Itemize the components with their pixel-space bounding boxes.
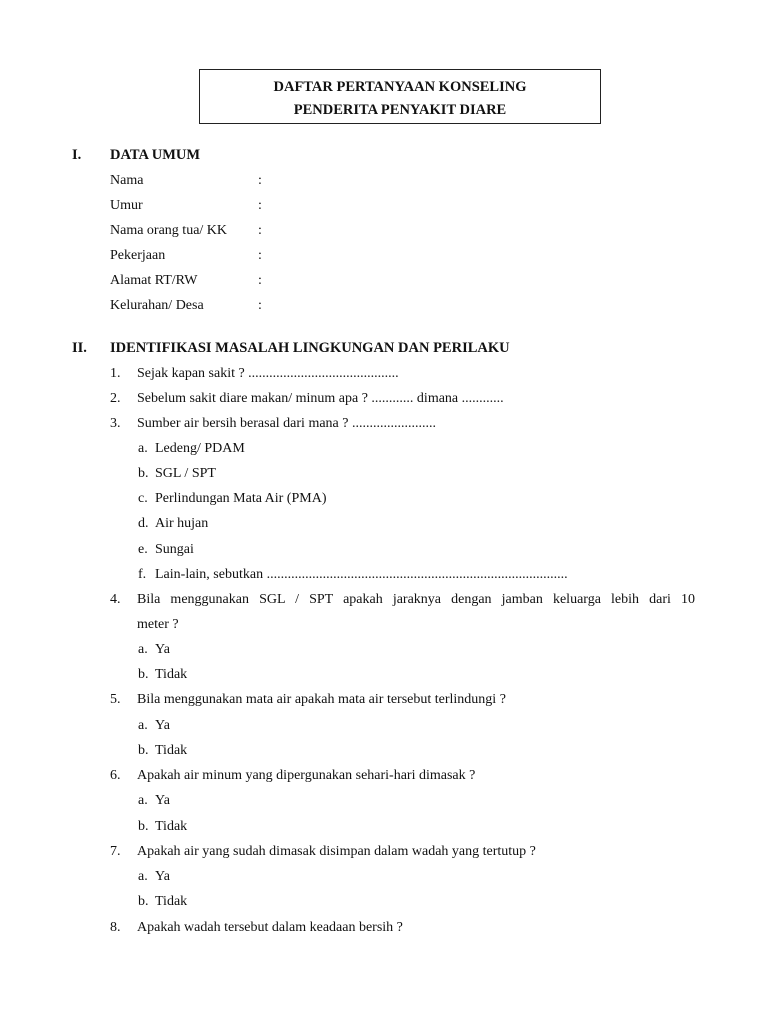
option-letter: a. (138, 793, 148, 808)
option-letter: a. (138, 718, 148, 733)
option-text: Air hujan (155, 516, 209, 531)
section-2-number: II. (72, 340, 87, 356)
field-colon: : (258, 248, 262, 263)
option-letter: b. (138, 667, 149, 682)
question-text: Apakah wadah tersebut dalam keadaan bersih ? (137, 920, 403, 935)
question-number: 4. (110, 592, 121, 607)
question-number: 8. (110, 920, 121, 935)
option-text: Ya (155, 793, 170, 808)
question-text: Apakah air minum yang dipergunakan sehari-hari dimasak ? (137, 768, 476, 783)
option-text: Tidak (155, 667, 188, 682)
field-colon: : (258, 223, 262, 238)
question-text: Sejak kapan sakit ? ........................................... (137, 366, 399, 381)
option-letter: e. (138, 542, 148, 557)
option-letter: b. (138, 466, 149, 481)
question-number: 2. (110, 391, 121, 406)
field-label-kelurahan: Kelurahan/ Desa (110, 298, 204, 313)
field-label-nama: Nama (110, 173, 144, 188)
title-line-1: DAFTAR PERTANYAAN KONSELING (273, 79, 527, 95)
question-number: 3. (110, 416, 121, 431)
option-text: Tidak (155, 819, 188, 834)
field-colon: : (258, 298, 262, 313)
option-text: Ya (155, 642, 170, 657)
option-text: Tidak (155, 894, 188, 909)
option-text: Lain-lain, sebutkan ...................................................................................... (155, 567, 568, 582)
question-text: Apakah air yang sudah dimasak disimpan dalam wadah yang tertutup ? (137, 844, 536, 859)
field-label-alamat: Alamat RT/RW (110, 273, 198, 288)
option-text: Ya (155, 718, 170, 733)
question-text-continued: meter ? (137, 617, 179, 632)
field-label-umur: Umur (110, 198, 143, 213)
option-text: Tidak (155, 743, 188, 758)
field-colon: : (258, 198, 262, 213)
section-1-title: DATA UMUM (110, 147, 201, 163)
question-text: Sumber air bersih berasal dari mana ? ........................ (137, 416, 436, 431)
question-text: Bila menggunakan mata air apakah mata air tersebut terlindungi ? (137, 692, 506, 707)
question-text: Bila menggunakan SGL / SPT apakah jaraknya dengan jamban keluarga lebih dari 10 (137, 592, 695, 607)
field-label-orang-tua: Nama orang tua/ KK (110, 223, 228, 238)
option-letter: a. (138, 642, 148, 657)
field-colon: : (258, 173, 262, 188)
option-letter: b. (138, 743, 149, 758)
section-1-number: I. (72, 147, 82, 163)
field-label-pekerjaan: Pekerjaan (110, 248, 166, 263)
section-2-title: IDENTIFIKASI MASALAH LINGKUNGAN DAN PERILAKU (110, 340, 510, 356)
question-number: 1. (110, 366, 121, 381)
title-box (199, 69, 601, 124)
option-letter: f. (138, 567, 147, 582)
field-colon: : (258, 273, 262, 288)
question-text: Sebelum sakit diare makan/ minum apa ? ............ dimana ............ (137, 391, 504, 406)
option-letter: b. (138, 819, 149, 834)
question-number: 5. (110, 692, 121, 707)
option-text: Ledeng/ PDAM (155, 441, 245, 456)
option-letter: a. (138, 869, 148, 884)
option-text: Perlindungan Mata Air (PMA) (155, 491, 327, 506)
option-letter: b. (138, 894, 149, 909)
title-line-2: PENDERITA PENYAKIT DIARE (293, 102, 507, 118)
question-number: 7. (110, 844, 121, 859)
option-text: Sungai (155, 542, 194, 557)
option-text: Ya (155, 869, 170, 884)
option-text: SGL / SPT (155, 466, 216, 481)
question-number: 6. (110, 768, 121, 783)
option-letter: d. (138, 516, 149, 531)
option-letter: c. (138, 491, 148, 506)
option-letter: a. (138, 441, 148, 456)
